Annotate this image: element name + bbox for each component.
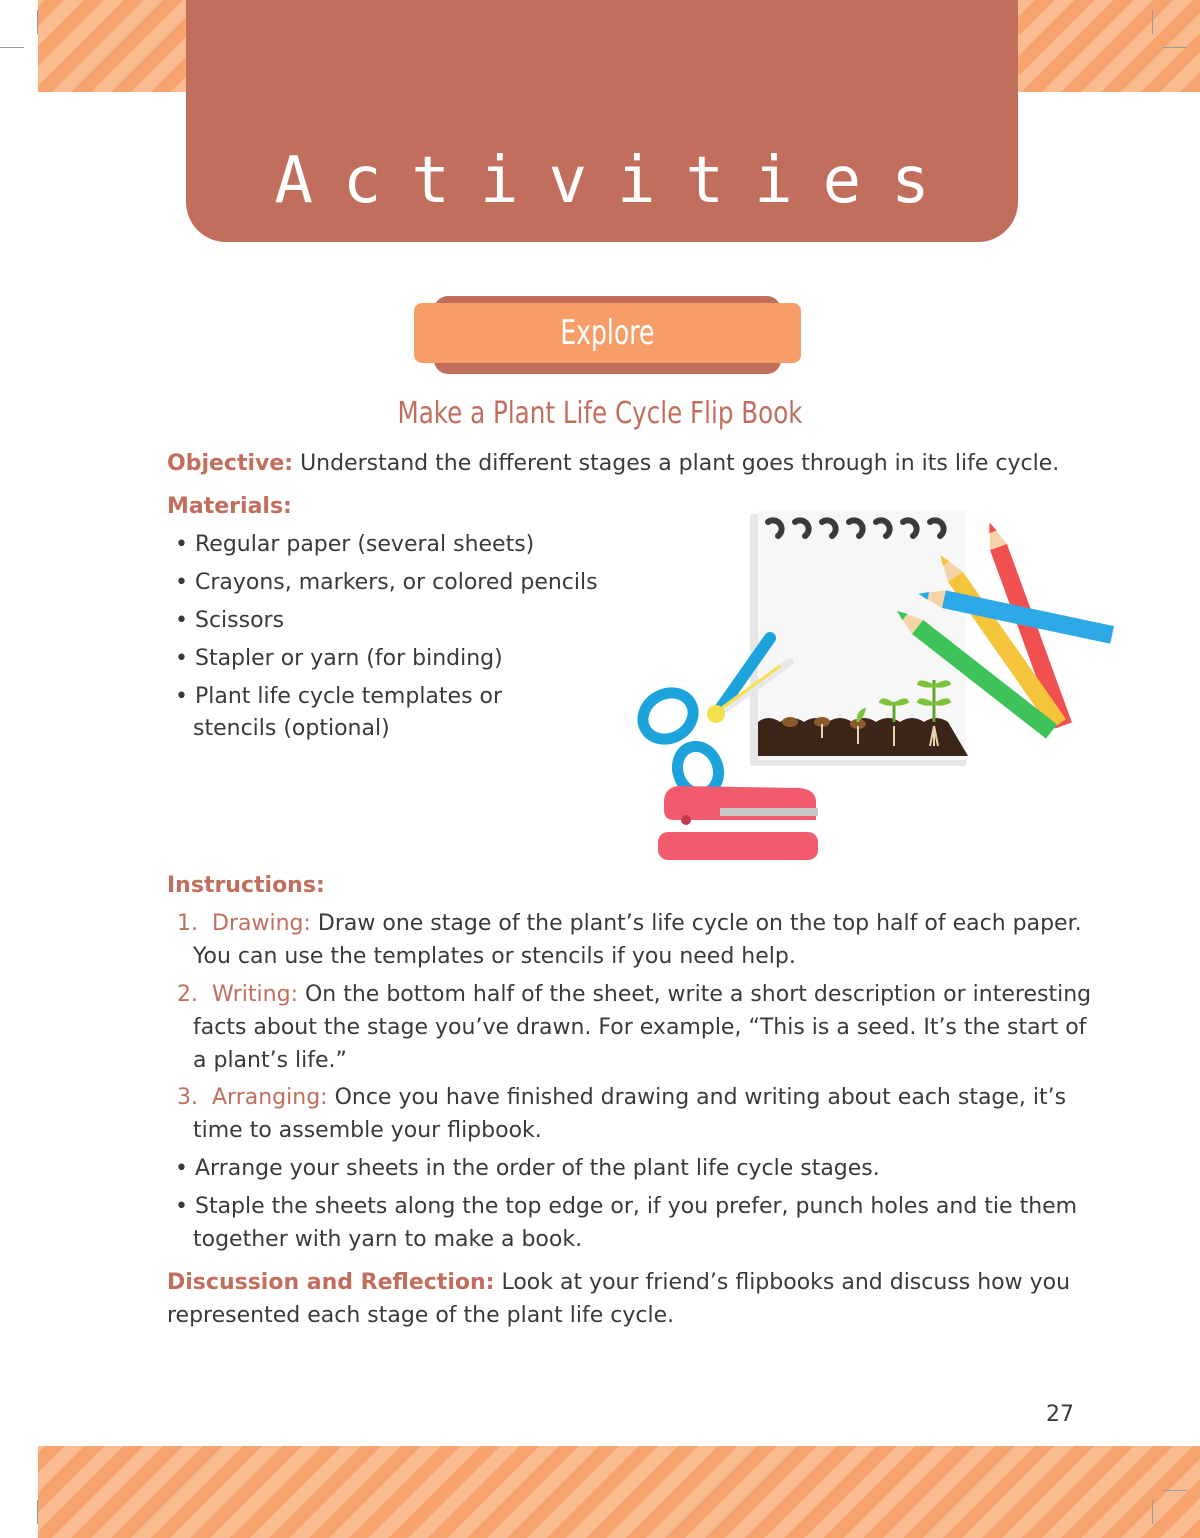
list-item: • Plant life cycle templates or xyxy=(175,684,503,709)
list-item-continuation: a plant’s life.” xyxy=(193,1048,347,1073)
list-item: • Arrange your sheets in the order of the plant life cycle stages. xyxy=(175,1156,880,1181)
list-item-continuation: time to assemble your flipbook. xyxy=(193,1118,542,1143)
crop-mark xyxy=(37,10,38,34)
list-item: 3. Arranging: Once you have finished drawing and writing about each stage, it’s xyxy=(177,1085,1067,1110)
crop-mark xyxy=(1163,1490,1187,1491)
stapler-icon xyxy=(658,786,818,860)
activity-title: Make a Plant Life Cycle Flip Book xyxy=(397,396,803,431)
crop-mark xyxy=(0,47,24,48)
list-item-continuation: together with yarn to make a book. xyxy=(193,1227,583,1252)
page-title: Activities xyxy=(274,144,960,218)
list-item: • Staple the sheets along the top edge or, if you prefer, punch holes and tie them xyxy=(175,1194,1078,1219)
section-badge-face xyxy=(414,303,801,363)
list-item: 1. Drawing: Draw one stage of the plant’s life cycle on the top half of each paper. xyxy=(177,911,1082,936)
objective-label: Objective: xyxy=(167,451,294,476)
list-item-continuation: facts about the stage you’ve drawn. For example, “This is a seed. It’s the start of xyxy=(193,1015,1087,1040)
bottom-stripe-band xyxy=(38,1446,1200,1538)
list-item-continuation: You can use the templates or stencils if you need help. xyxy=(193,944,796,969)
discussion: Discussion and Reflection: Look at your friend’s flipbooks and discuss how you xyxy=(167,1270,1071,1295)
header-tab xyxy=(186,0,1018,242)
crop-mark xyxy=(1163,47,1187,48)
page-number: 27 xyxy=(1046,1402,1074,1427)
section-label: Explore xyxy=(560,313,655,353)
crop-mark xyxy=(1152,10,1153,34)
objective xyxy=(167,447,1059,480)
discussion-label: Discussion and Reflection: xyxy=(167,1270,495,1295)
objective-text: Understand the different stages a plant goes through in its life cycle. xyxy=(300,451,1060,476)
crop-mark xyxy=(37,1500,38,1524)
list-item-continuation: stencils (optional) xyxy=(193,716,390,741)
list-item: • Stapler or yarn (for binding) xyxy=(175,646,503,671)
list-item: • Regular paper (several sheets) xyxy=(175,532,535,557)
list-item: 2. Writing: On the bottom half of the sheet, write a short description or interesting xyxy=(177,982,1092,1007)
supplies-illustration xyxy=(630,490,1120,870)
crop-mark xyxy=(1152,1500,1153,1524)
list-item: • Scissors xyxy=(175,608,285,633)
instructions-label: Instructions: xyxy=(167,873,325,898)
materials-label: Materials: xyxy=(167,494,292,519)
discussion-continuation: represented each stage of the plant life cycle. xyxy=(167,1303,675,1328)
list-item: • Crayons, markers, or colored pencils xyxy=(175,570,598,595)
section-badge xyxy=(414,296,801,374)
